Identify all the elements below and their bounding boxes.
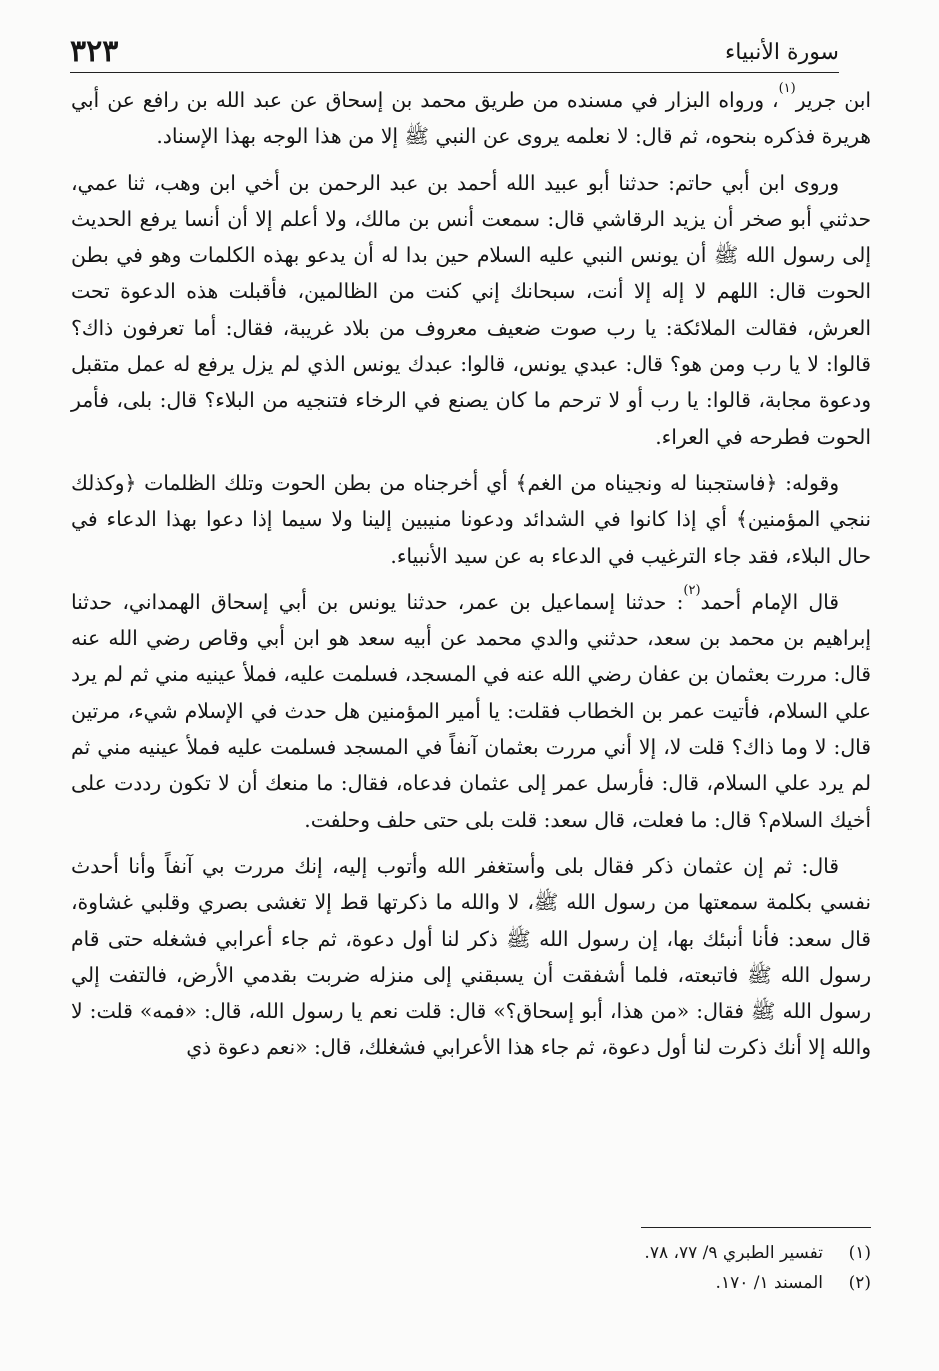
footnote-ref-1[interactable]: (١): [778, 81, 796, 96]
paragraph-1: ابن جرير$^{(١)}$، ورواه البزار في مسنده من طريق محمد بن إسحاق عن عبد الله بن رافع عن أبي هريرة فذكره بنحوه، ثم قال: لا نعلمه يروى عن النبي ﷺ إلا من هذا الوجه بهذا الإسناد.: [71, 81, 871, 149]
footnote-number: (٢): [848, 1273, 871, 1293]
paragraph-2: وروى ابن أبي حاتم: حدثنا أبو عبيد الله أحمد بن عبد الرحمن بن أخي ابن وهب، ثنا عمي، حدثني أبو صخر أن يزيد الرقاشي قال: سمعت أنس بن مالك، ولا أعلم إلا أن أنسا يرفع الحديث إلى رسول الله ﷺ أن يونس النبي عليه السلام حين بدا له أن يدعو بهذه الكلمات وهو في بطن الحوت قال: اللهم لا إله إلا أنت، سبحانك إني كنت من الظالمين، فأقبلت هذه الدعوة تحت العرش، فقالت الملائكة: يا رب صوت ضعيف معروف من بلاد غريبة، فقال: أما تعرفون ذاك؟ قالوا: لا يا رب ومن هو؟ قال: عبدي يونس، قالوا: عبدك يونس الذي لم يزل يرفع له عمل متقبل ودعوة مجابة، قالوا: يا رب أو لا ترحم ما كان يصنع في الرخاء فتنجيه من البلاء؟ قال: بلى، فأمر الحوت فطرحه في العراء.: [71, 170, 871, 449]
footnote-ref-2[interactable]: (٢): [683, 582, 701, 598]
main-text: [71, 82, 871, 1066]
footnote-2: [71, 1268, 871, 1298]
footnote-1: [71, 1238, 871, 1268]
footnote-text: تفسير الطبري ٩/ ٧٧، ٧٨.: [644, 1243, 823, 1263]
footnote-number: (١): [848, 1243, 871, 1263]
page-header: [70, 34, 839, 73]
paragraph-5: قال: ثم إن عثمان ذكر فقال بلى وأستغفر الله وأتوب إليه، إنك مررت بي آنفاً وأنا أحدث نفسي بكلمة سمعتها من رسول الله ﷺ، لا والله ما ذكرتها قط إلا تغشى بصري وقلبي غشاوة، قال سعد: فأنا أنبئك بها، إن رسول الله ﷺ ذكر لنا أول دعوة، ثم جاء أعرابي فشغله حتى قام رسول الله ﷺ فاتبعته، فلما أشفقت أن يسبقني إلى منزله ضربت بقدمي الأرض، فالتفت إلي رسول الله ﷺ فقال: «من هذا، أبو إسحاق؟» قال: قلت نعم يا رسول الله، قال: «فمه» قلت: لا والله إلا أنك ذكرت لنا أول دعوة، ثم جاء هذا الأعرابي فشغلك، قال: «نعم دعوة ذي: [71, 853, 871, 1060]
surah-title: سورة الأنبياء: [724, 40, 839, 65]
footnotes: [71, 1238, 871, 1298]
page-number: ٣٢٣: [70, 34, 119, 69]
paragraph-4: قال الإمام أحمد$^{(٢)}$: حدثنا إسماعيل بن عمر، حدثنا يونس بن أبي إسحاق الهمداني، حدثنا إبراهيم بن محمد بن سعد، حدثني والدي محمد عن أبيه سعد هو ابن أبي وقاص رضي الله عنه قال: مررت بعثمان بن عفان رضي الله عنه في المسجد، فسلمت عليه، فملأ عينيه مني ثم لم يرد علي السلام، فأتيت عمر بن الخطاب فقلت: يا أمير المؤمنين هل حدث في الإسلام شيء، مرتين قال: لا وما ذاك؟ قلت لا، إلا أني مررت بعثمان آنفاً في المسجد فسلمت عليه فملأ عينيه مني ثم لم يرد علي السلام، قال: فأرسل عمر إلى عثمان فدعاه، فقال: ما منعك أن لا تكون رددت على أخيك السلام؟ قال: ما فعلت، قال سعد: قلت بلى حتى حلف وحلفت.: [71, 582, 871, 832]
footnote-divider: [641, 1227, 871, 1228]
footnote-text: المسند ١/ ١٧٠.: [715, 1273, 823, 1293]
paragraph-3: وقوله: ﴿فاستجبنا له ونجيناه من الغم﴾ أي أخرجناه من بطن الحوت وتلك الظلمات ﴿وكذلك ننجي المؤمنين﴾ أي إذا كانوا في الشدائد ودعونا منيبين إلينا ولا سيما إذا دعوا بهذا الدعاء في حال البلاء، فقد جاء الترغيب في الدعاء به عن سيد الأنبياء.: [71, 470, 871, 568]
